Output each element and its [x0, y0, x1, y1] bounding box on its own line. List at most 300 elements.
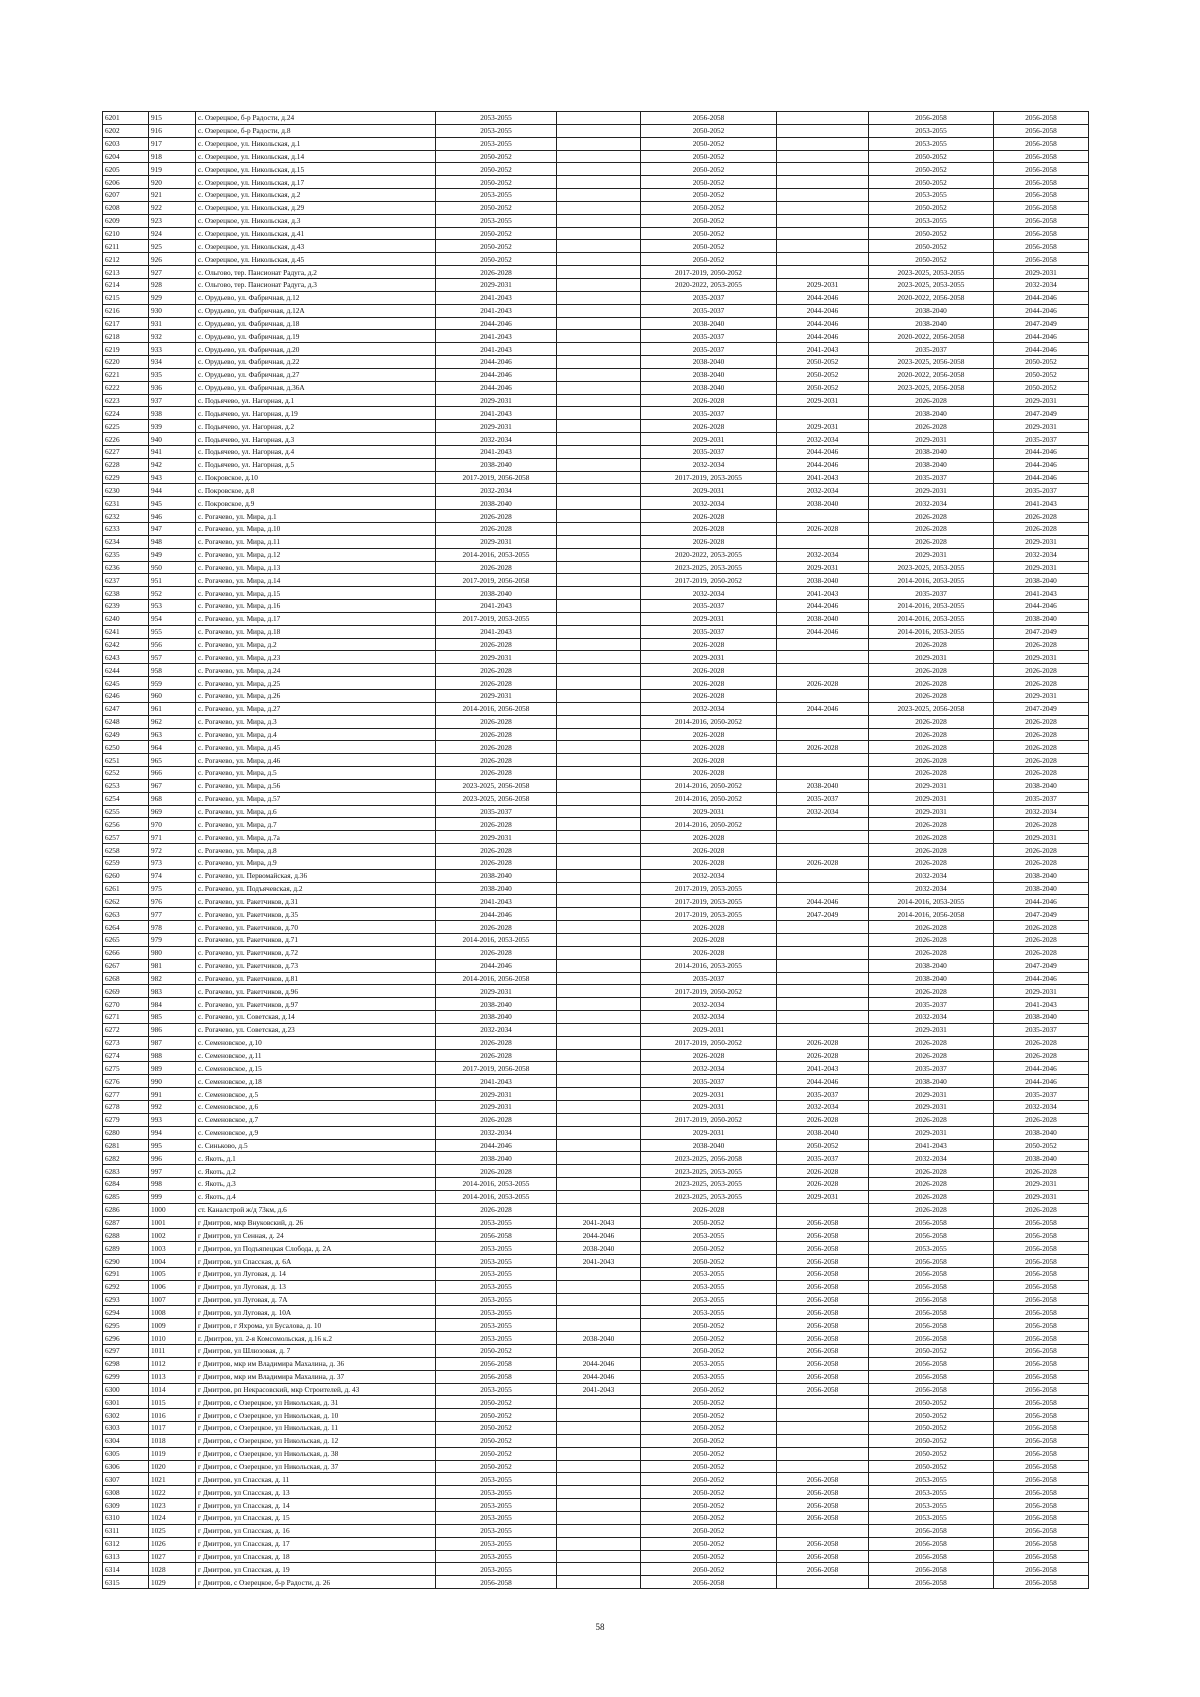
object-number: 987: [149, 1036, 196, 1049]
table-row: [103, 510, 1089, 523]
period-3-cell: 2050-2052: [641, 150, 777, 163]
table-row: [103, 1370, 1089, 1383]
address-cell: с. Рогачево, ул. Мира, д.8: [196, 844, 436, 857]
period-6-cell: 2026-2028: [994, 523, 1089, 536]
row-number: 6269: [103, 985, 149, 998]
period-2-cell: [557, 754, 641, 767]
table-row: [103, 1511, 1089, 1524]
object-number: 935: [149, 368, 196, 381]
period-6-cell: 2056-2058: [994, 1576, 1089, 1589]
row-number: 6268: [103, 972, 149, 985]
period-4-cell: 2035-2037: [777, 1152, 869, 1165]
period-3-cell: 2050-2052: [641, 1255, 777, 1268]
period-2-cell: [557, 394, 641, 407]
period-1-cell: 2050-2052: [436, 1409, 557, 1422]
table-row: [103, 651, 1089, 664]
period-6-cell: 2056-2058: [994, 1396, 1089, 1409]
period-4-cell: 2056-2058: [777, 1563, 869, 1576]
period-2-cell: [557, 304, 641, 317]
table-row: [103, 1190, 1089, 1203]
address-cell: с. Семеновское, д.5: [196, 1088, 436, 1101]
period-5-cell: 2026-2028: [869, 741, 994, 754]
period-1-cell: 2041-2043: [436, 407, 557, 420]
row-number: 6242: [103, 638, 149, 651]
address-cell: с. Рогачево, ул. Ракетчиков, д.70: [196, 921, 436, 934]
period-4-cell: 2038-2040: [777, 574, 869, 587]
address-cell: с. Рогачево, ул. Мира, д.23: [196, 651, 436, 664]
period-2-cell: [557, 1293, 641, 1306]
period-5-cell: 2050-2052: [869, 227, 994, 240]
period-2-cell: 2041-2043: [557, 1255, 641, 1268]
table-row: [103, 972, 1089, 985]
period-6-cell: 2044-2046: [994, 330, 1089, 343]
period-1-cell: 2029-2031: [436, 689, 557, 702]
row-number: 6236: [103, 561, 149, 574]
object-number: 990: [149, 1075, 196, 1088]
address-cell: с. Рогачево, ул. Мира, д.3: [196, 715, 436, 728]
period-3-cell: 2050-2052: [641, 1383, 777, 1396]
object-number: 931: [149, 317, 196, 330]
period-6-cell: 2026-2028: [994, 1049, 1089, 1062]
address-cell: г Дмитров, с Озерецкое, ул Никольская, д. 11: [196, 1422, 436, 1435]
address-cell: с. Орудьево, ул. Фабричная, д.36А: [196, 381, 436, 394]
address-cell: с. Рогачево, ул. Мира, д.46: [196, 754, 436, 767]
row-number: 6267: [103, 959, 149, 972]
period-2-cell: [557, 1011, 641, 1024]
address-cell: с. Орудьево, ул. Фабричная, д.12А: [196, 304, 436, 317]
period-5-cell: 2053-2055: [869, 214, 994, 227]
address-cell: с. Якоть, д.1: [196, 1152, 436, 1165]
row-number: 6222: [103, 381, 149, 394]
row-number: 6266: [103, 946, 149, 959]
object-number: 1012: [149, 1357, 196, 1370]
period-2-cell: [557, 677, 641, 690]
period-6-cell: 2026-2028: [994, 946, 1089, 959]
table-row: [103, 112, 1089, 125]
address-cell: с. Якоть, д.2: [196, 1165, 436, 1178]
period-5-cell: 2023-2025, 2053-2055: [869, 278, 994, 291]
object-number: 1001: [149, 1216, 196, 1229]
period-4-cell: [777, 240, 869, 253]
address-cell: с. Озерецкое, ул. Никольская, д.15: [196, 163, 436, 176]
period-1-cell: 2053-2055: [436, 189, 557, 202]
period-5-cell: 2056-2058: [869, 112, 994, 125]
period-1-cell: 2044-2046: [436, 908, 557, 921]
object-number: 977: [149, 908, 196, 921]
row-number: 6270: [103, 998, 149, 1011]
object-number: 929: [149, 291, 196, 304]
table-row: [103, 445, 1089, 458]
row-number: 6205: [103, 163, 149, 176]
period-6-cell: 2026-2028: [994, 934, 1089, 947]
period-3-cell: 2023-2025, 2053-2055: [641, 561, 777, 574]
table-row: [103, 1088, 1089, 1101]
object-number: 925: [149, 240, 196, 253]
period-5-cell: 2023-2025, 2053-2055: [869, 561, 994, 574]
period-4-cell: [777, 1434, 869, 1447]
period-4-cell: [777, 112, 869, 125]
period-2-cell: [557, 779, 641, 792]
period-3-cell: 2038-2040: [641, 356, 777, 369]
table-row: [103, 535, 1089, 548]
table-row: [103, 741, 1089, 754]
period-1-cell: 2026-2028: [436, 921, 557, 934]
period-2-cell: [557, 728, 641, 741]
period-3-cell: 2053-2055: [641, 1267, 777, 1280]
period-5-cell: 2035-2037: [869, 998, 994, 1011]
table-row: [103, 1062, 1089, 1075]
table-row: [103, 266, 1089, 279]
period-5-cell: 2029-2031: [869, 1023, 994, 1036]
period-3-cell: 2023-2025, 2053-2055: [641, 1178, 777, 1191]
period-2-cell: [557, 201, 641, 214]
period-2-cell: [557, 664, 641, 677]
object-number: 992: [149, 1100, 196, 1113]
period-1-cell: 2026-2028: [436, 1113, 557, 1126]
object-number: 1007: [149, 1293, 196, 1306]
period-3-cell: 2026-2028: [641, 728, 777, 741]
period-1-cell: 2026-2028: [436, 767, 557, 780]
period-6-cell: 2026-2028: [994, 728, 1089, 741]
row-number: 6218: [103, 330, 149, 343]
period-5-cell: 2026-2028: [869, 420, 994, 433]
period-6-cell: 2056-2058: [994, 1332, 1089, 1345]
object-number: 982: [149, 972, 196, 985]
object-number: 936: [149, 381, 196, 394]
row-number: 6202: [103, 124, 149, 137]
period-1-cell: 2032-2034: [436, 1126, 557, 1139]
address-cell: с. Рогачево, ул. Подъячевская, д.2: [196, 882, 436, 895]
object-number: 965: [149, 754, 196, 767]
period-2-cell: [557, 1023, 641, 1036]
period-4-cell: 2026-2028: [777, 1113, 869, 1126]
object-number: 972: [149, 844, 196, 857]
row-number: 6274: [103, 1049, 149, 1062]
period-1-cell: 2038-2040: [436, 587, 557, 600]
period-4-cell: 2044-2046: [777, 317, 869, 330]
period-2-cell: [557, 1203, 641, 1216]
row-number: 6298: [103, 1357, 149, 1370]
table-row: [103, 574, 1089, 587]
address-cell: г Дмитров, ул Луговая, д. 10А: [196, 1306, 436, 1319]
period-5-cell: 2026-2028: [869, 535, 994, 548]
period-1-cell: 2038-2040: [436, 1011, 557, 1024]
table-row: [103, 625, 1089, 638]
address-cell: с. Рогачево, ул. Мира, д.14: [196, 574, 436, 587]
row-number: 6257: [103, 831, 149, 844]
period-5-cell: 2029-2031: [869, 433, 994, 446]
period-6-cell: 2044-2046: [994, 458, 1089, 471]
table-row: [103, 523, 1089, 536]
period-2-cell: [557, 420, 641, 433]
period-2-cell: 2041-2043: [557, 1216, 641, 1229]
period-5-cell: 2050-2052: [869, 150, 994, 163]
object-number: 949: [149, 548, 196, 561]
period-4-cell: [777, 651, 869, 664]
table-row: [103, 1139, 1089, 1152]
object-number: 955: [149, 625, 196, 638]
period-4-cell: 2056-2058: [777, 1473, 869, 1486]
period-6-cell: 2056-2058: [994, 1267, 1089, 1280]
period-3-cell: 2053-2055: [641, 1306, 777, 1319]
period-2-cell: [557, 715, 641, 728]
row-number: 6224: [103, 407, 149, 420]
period-1-cell: 2032-2034: [436, 433, 557, 446]
period-1-cell: 2053-2055: [436, 1216, 557, 1229]
address-cell: с. Орудьево, ул. Фабричная, д.12: [196, 291, 436, 304]
period-5-cell: 2050-2052: [869, 240, 994, 253]
table-row: [103, 1280, 1089, 1293]
period-5-cell: 2029-2031: [869, 1088, 994, 1101]
period-1-cell: 2014-2016, 2053-2055: [436, 548, 557, 561]
object-number: 917: [149, 137, 196, 150]
period-2-cell: [557, 882, 641, 895]
period-5-cell: 2023-2025, 2053-2055: [869, 266, 994, 279]
period-1-cell: 2026-2028: [436, 1203, 557, 1216]
period-4-cell: [777, 510, 869, 523]
period-3-cell: 2014-2016, 2050-2052: [641, 715, 777, 728]
period-3-cell: 2020-2022, 2053-2055: [641, 278, 777, 291]
period-2-cell: [557, 1422, 641, 1435]
row-number: 6254: [103, 792, 149, 805]
period-6-cell: 2029-2031: [994, 831, 1089, 844]
period-4-cell: 2056-2058: [777, 1280, 869, 1293]
table-row: [103, 1486, 1089, 1499]
period-5-cell: 2029-2031: [869, 792, 994, 805]
period-6-cell: 2044-2046: [994, 972, 1089, 985]
period-4-cell: [777, 1409, 869, 1422]
object-number: 1023: [149, 1499, 196, 1512]
period-5-cell: 2035-2037: [869, 587, 994, 600]
table-row: [103, 1473, 1089, 1486]
period-6-cell: 2026-2028: [994, 1113, 1089, 1126]
period-4-cell: [777, 959, 869, 972]
period-3-cell: 2053-2055: [641, 1370, 777, 1383]
object-number: 1022: [149, 1486, 196, 1499]
period-4-cell: 2044-2046: [777, 458, 869, 471]
period-4-cell: 2047-2049: [777, 908, 869, 921]
address-cell: с. Озерецкое, ул. Никольская, д.43: [196, 240, 436, 253]
table-row: [103, 163, 1089, 176]
period-5-cell: 2014-2016, 2053-2055: [869, 612, 994, 625]
period-1-cell: 2044-2046: [436, 1139, 557, 1152]
row-number: 6300: [103, 1383, 149, 1396]
period-6-cell: 2056-2058: [994, 189, 1089, 202]
address-cell: с. Озерецкое, ул. Никольская, д.45: [196, 253, 436, 266]
period-4-cell: 2056-2058: [777, 1370, 869, 1383]
period-4-cell: 2032-2034: [777, 1100, 869, 1113]
table-row: [103, 908, 1089, 921]
period-3-cell: 2017-2019, 2053-2055: [641, 895, 777, 908]
period-5-cell: 2026-2028: [869, 844, 994, 857]
period-6-cell: 2026-2028: [994, 1203, 1089, 1216]
object-number: 1000: [149, 1203, 196, 1216]
period-2-cell: [557, 908, 641, 921]
table-row: [103, 1049, 1089, 1062]
table-row: [103, 600, 1089, 613]
period-2-cell: [557, 240, 641, 253]
table-row: [103, 844, 1089, 857]
period-1-cell: 2038-2040: [436, 998, 557, 1011]
address-cell: с. Озерецкое, б-р Радости, д.24: [196, 112, 436, 125]
row-number: 6244: [103, 664, 149, 677]
period-2-cell: [557, 1088, 641, 1101]
table-row: [103, 407, 1089, 420]
address-cell: с. Озерецкое, б-р Радости, д.8: [196, 124, 436, 137]
period-4-cell: [777, 189, 869, 202]
address-cell: г Дмитров, с Озерецкое, б-р Радости, д. 26: [196, 1576, 436, 1589]
period-5-cell: 2026-2028: [869, 1049, 994, 1062]
object-number: 996: [149, 1152, 196, 1165]
period-4-cell: 2056-2058: [777, 1267, 869, 1280]
period-2-cell: [557, 818, 641, 831]
row-number: 6312: [103, 1537, 149, 1550]
table-row: [103, 1524, 1089, 1537]
period-1-cell: 2026-2028: [436, 523, 557, 536]
table-row: [103, 779, 1089, 792]
period-6-cell: 2056-2058: [994, 214, 1089, 227]
row-number: 6239: [103, 600, 149, 613]
period-6-cell: 2029-2031: [994, 420, 1089, 433]
period-4-cell: [777, 638, 869, 651]
period-6-cell: 2026-2028: [994, 715, 1089, 728]
object-number: 1006: [149, 1280, 196, 1293]
period-1-cell: 2041-2043: [436, 445, 557, 458]
address-cell: г Дмитров, ул Луговая, д. 13: [196, 1280, 436, 1293]
period-5-cell: 2053-2055: [869, 1486, 994, 1499]
period-4-cell: 2056-2058: [777, 1511, 869, 1524]
row-number: 6204: [103, 150, 149, 163]
period-1-cell: 2050-2052: [436, 227, 557, 240]
period-3-cell: 2050-2052: [641, 1473, 777, 1486]
period-2-cell: [557, 176, 641, 189]
period-6-cell: 2056-2058: [994, 1473, 1089, 1486]
address-cell: г Дмитров, ул Спасская, д. 17: [196, 1537, 436, 1550]
period-5-cell: 2056-2058: [869, 1319, 994, 1332]
period-2-cell: [557, 856, 641, 869]
row-number: 6299: [103, 1370, 149, 1383]
period-3-cell: 2050-2052: [641, 1345, 777, 1358]
row-number: 6296: [103, 1332, 149, 1345]
period-4-cell: 2056-2058: [777, 1319, 869, 1332]
table-row: [103, 702, 1089, 715]
period-2-cell: [557, 458, 641, 471]
period-5-cell: 2014-2016, 2053-2055: [869, 574, 994, 587]
object-number: 1016: [149, 1409, 196, 1422]
table-row: [103, 304, 1089, 317]
period-3-cell: 2026-2028: [641, 856, 777, 869]
period-2-cell: [557, 1447, 641, 1460]
address-cell: с. Озерецкое, ул. Никольская, д.3: [196, 214, 436, 227]
table-row: [103, 240, 1089, 253]
period-3-cell: 2026-2028: [641, 677, 777, 690]
period-3-cell: 2026-2028: [641, 921, 777, 934]
object-number: 1013: [149, 1370, 196, 1383]
period-4-cell: 2056-2058: [777, 1216, 869, 1229]
table-row: [103, 214, 1089, 227]
period-4-cell: [777, 831, 869, 844]
address-cell: с. Рогачево, ул. Ракетчиков, д.97: [196, 998, 436, 1011]
period-4-cell: [777, 1447, 869, 1460]
row-number: 6248: [103, 715, 149, 728]
period-6-cell: 2029-2031: [994, 535, 1089, 548]
period-3-cell: 2032-2034: [641, 458, 777, 471]
row-number: 6238: [103, 587, 149, 600]
period-5-cell: 2026-2028: [869, 1036, 994, 1049]
row-number: 6303: [103, 1422, 149, 1435]
object-number: 961: [149, 702, 196, 715]
period-4-cell: [777, 137, 869, 150]
period-2-cell: [557, 1267, 641, 1280]
object-number: 944: [149, 484, 196, 497]
period-1-cell: 2053-2055: [436, 1267, 557, 1280]
object-number: 932: [149, 330, 196, 343]
period-2-cell: [557, 510, 641, 523]
table-row: [103, 420, 1089, 433]
address-cell: с. Озерецкое, ул. Никольская, д.29: [196, 201, 436, 214]
period-4-cell: 2056-2058: [777, 1229, 869, 1242]
row-number: 6276: [103, 1075, 149, 1088]
period-5-cell: 2026-2028: [869, 394, 994, 407]
object-number: 976: [149, 895, 196, 908]
period-4-cell: [777, 1023, 869, 1036]
period-1-cell: 2044-2046: [436, 959, 557, 972]
object-number: 979: [149, 934, 196, 947]
period-4-cell: 2026-2028: [777, 1178, 869, 1191]
address-cell: с. Рогачево, ул. Мира, д.7: [196, 818, 436, 831]
table-row: [103, 253, 1089, 266]
address-cell: с. Рогачево, ул. Советская, д.14: [196, 1011, 436, 1024]
period-2-cell: [557, 1460, 641, 1473]
address-cell: с. Подьячево, ул. Нагорная, д.4: [196, 445, 436, 458]
period-6-cell: 2056-2058: [994, 201, 1089, 214]
period-2-cell: [557, 946, 641, 959]
period-1-cell: 2038-2040: [436, 497, 557, 510]
period-2-cell: [557, 214, 641, 227]
period-5-cell: 2032-2034: [869, 869, 994, 882]
row-number: 6282: [103, 1152, 149, 1165]
period-1-cell: 2056-2058: [436, 1576, 557, 1589]
period-3-cell: 2023-2025, 2053-2055: [641, 1165, 777, 1178]
address-cell: с. Ольгово, тер. Пансионат Радуга, д.3: [196, 278, 436, 291]
schedule-table: [102, 111, 1089, 1589]
period-4-cell: [777, 934, 869, 947]
period-5-cell: 2056-2058: [869, 1267, 994, 1280]
period-6-cell: 2050-2052: [994, 381, 1089, 394]
period-5-cell: 2056-2058: [869, 1550, 994, 1563]
table-row: [103, 1306, 1089, 1319]
address-cell: с. Подьячево, ул. Нагорная, д.5: [196, 458, 436, 471]
period-4-cell: 2038-2040: [777, 1126, 869, 1139]
period-1-cell: 2014-2016, 2056-2058: [436, 702, 557, 715]
period-5-cell: 2026-2028: [869, 728, 994, 741]
period-3-cell: 2050-2052: [641, 176, 777, 189]
object-number: 998: [149, 1178, 196, 1191]
period-1-cell: 2035-2037: [436, 805, 557, 818]
period-4-cell: 2044-2046: [777, 625, 869, 638]
period-1-cell: 2026-2028: [436, 856, 557, 869]
address-cell: г Дмитров, мкр Внуковский, д. 26: [196, 1216, 436, 1229]
period-3-cell: 2050-2052: [641, 240, 777, 253]
period-6-cell: 2056-2058: [994, 1524, 1089, 1537]
row-number: 6217: [103, 317, 149, 330]
period-1-cell: 2041-2043: [436, 600, 557, 613]
row-number: 6230: [103, 484, 149, 497]
row-number: 6259: [103, 856, 149, 869]
period-2-cell: [557, 702, 641, 715]
period-4-cell: 2056-2058: [777, 1255, 869, 1268]
table-row: [103, 1100, 1089, 1113]
